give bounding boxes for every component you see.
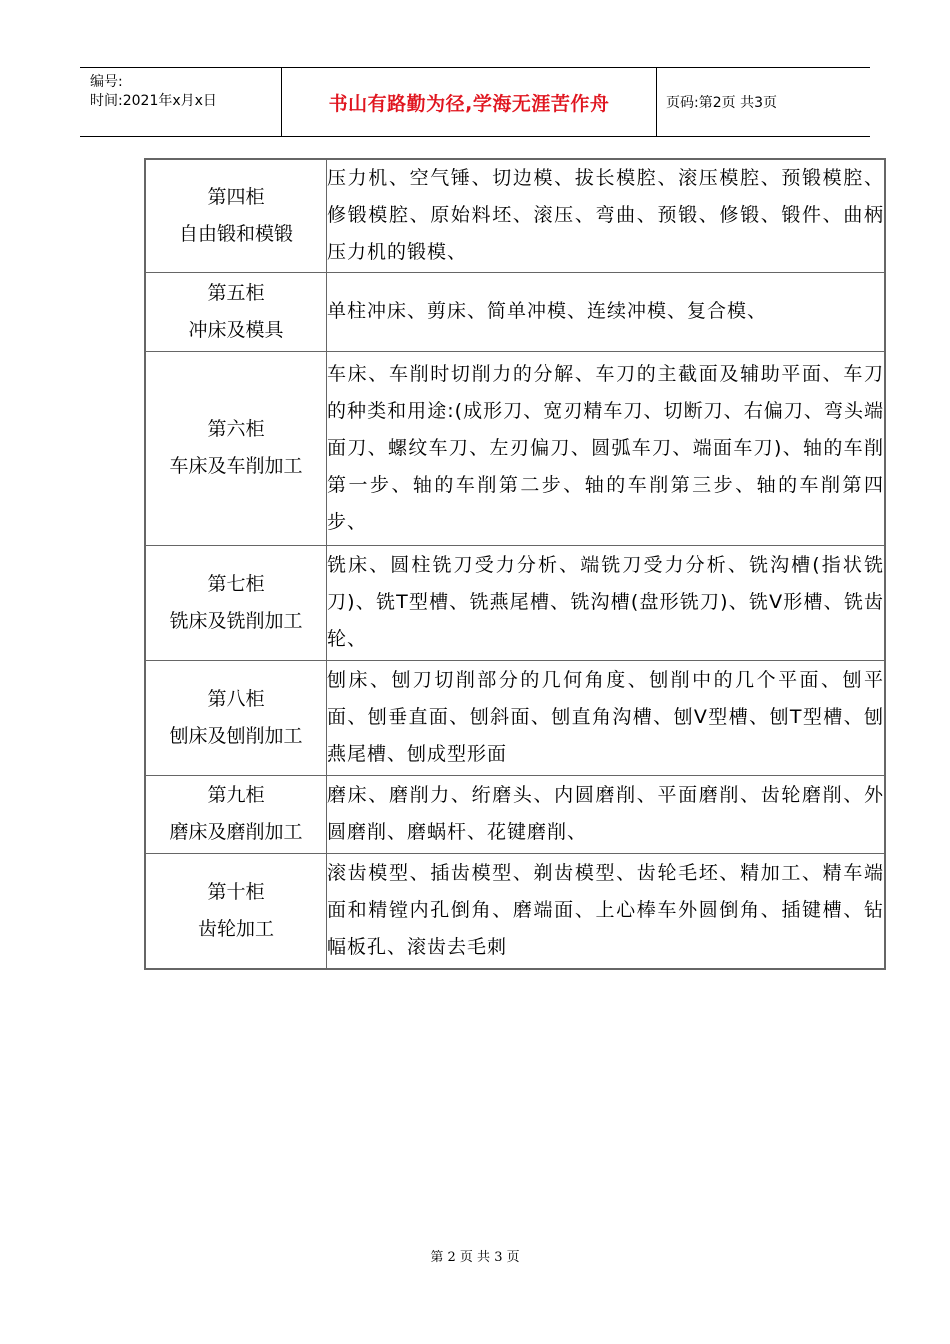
cabinet-content: 单柱冲床、剪床、简单冲模、连续冲模、复合模、 — [327, 272, 886, 351]
cabinet-content: 压力机、空气锤、切边模、拔长模腔、滚压模腔、预锻模腔、修锻模腔、原始料坯、滚压、弯曲、预锻、修锻、锻件、曲柄压力机的锻模、 — [327, 159, 886, 272]
cabinet-number: 第六柜 — [207, 418, 265, 440]
cabinet-topic: 自由锻和模锻 — [178, 222, 293, 245]
cabinet-number: 第十柜 — [207, 880, 265, 903]
table-row — [145, 351, 885, 545]
cabinet-topic: 磨床及磨削加工 — [169, 821, 303, 843]
table-row — [145, 853, 885, 969]
header-page-info: 页码:第2页 共3页 — [666, 95, 777, 111]
cabinet-label-cell — [145, 775, 327, 853]
cabinet-topic: 刨床及刨削加工 — [169, 724, 303, 747]
cabinet-number: 第四柜 — [207, 185, 265, 208]
cabinet-label-cell — [145, 660, 327, 775]
table-row — [145, 272, 885, 351]
cabinet-label-cell — [145, 272, 327, 351]
cabinet-topic: 铣床及铣削加工 — [169, 609, 303, 632]
cabinet-number: 第五柜 — [207, 281, 265, 304]
page-header — [80, 67, 870, 137]
cabinet-label-cell — [145, 853, 327, 969]
cabinet-topic: 冲床及模具 — [188, 318, 284, 341]
cabinet-label-cell — [145, 159, 327, 272]
document-number-label: 编号: — [90, 74, 123, 90]
cabinet-table — [144, 158, 886, 970]
page-footer: 第 2 页 共 3 页 — [430, 1250, 520, 1265]
table-row — [145, 545, 885, 660]
cabinet-content: 铣床、圆柱铣刀受力分析、端铣刀受力分析、铣沟槽(指状铣刀)、铣T型槽、铣燕尾槽、铣沟槽(盘形铣刀)、铣V形槽、铣齿轮、 — [327, 545, 886, 660]
table-row — [145, 660, 885, 775]
cabinet-content: 磨床、磨削力、绗磨头、内圆磨削、平面磨削、齿轮磨削、外圆磨削、磨蜗杆、花键磨削、 — [327, 775, 886, 853]
cabinet-topic: 车床及车削加工 — [169, 455, 303, 477]
cabinet-content: 车床、车削时切削力的分解、车刀的主截面及辅助平面、车刀的种类和用途:(成形刀、宽刃精车刀、切断刀、右偏刀、弯头端面刀、螺纹车刀、左刃偏刀、圆弧车刀、端面车刀)、轴的车削第一步、轴的车削第二步、轴的车削第三步、轴的车削第四步、 — [327, 351, 886, 545]
table-row — [145, 775, 885, 853]
cabinet-label-cell — [145, 545, 327, 660]
cabinet-content: 滚齿模型、插齿模型、剃齿模型、齿轮毛坯、精加工、精车端面和精镗内孔倒角、磨端面、上心棒车外圆倒角、插键槽、钻幅板孔、滚齿去毛刺 — [327, 853, 886, 969]
table-row — [145, 159, 885, 272]
cabinet-topic: 齿轮加工 — [197, 917, 274, 940]
header-motto: 书山有路勤为径,学海无涯苦作舟 — [282, 68, 657, 136]
header-meta — [80, 68, 282, 136]
cabinet-content: 刨床、刨刀切削部分的几何角度、刨削中的几个平面、刨平面、刨垂直面、刨斜面、刨直角沟槽、刨V型槽、刨T型槽、刨燕尾槽、刨成型形面 — [327, 660, 886, 775]
cabinet-number: 第九柜 — [207, 784, 265, 806]
cabinet-number: 第八柜 — [207, 687, 265, 710]
document-time-label: 时间:2021年x月x日 — [90, 93, 217, 109]
cabinet-number: 第七柜 — [207, 572, 265, 595]
cabinet-label-cell — [145, 351, 327, 545]
